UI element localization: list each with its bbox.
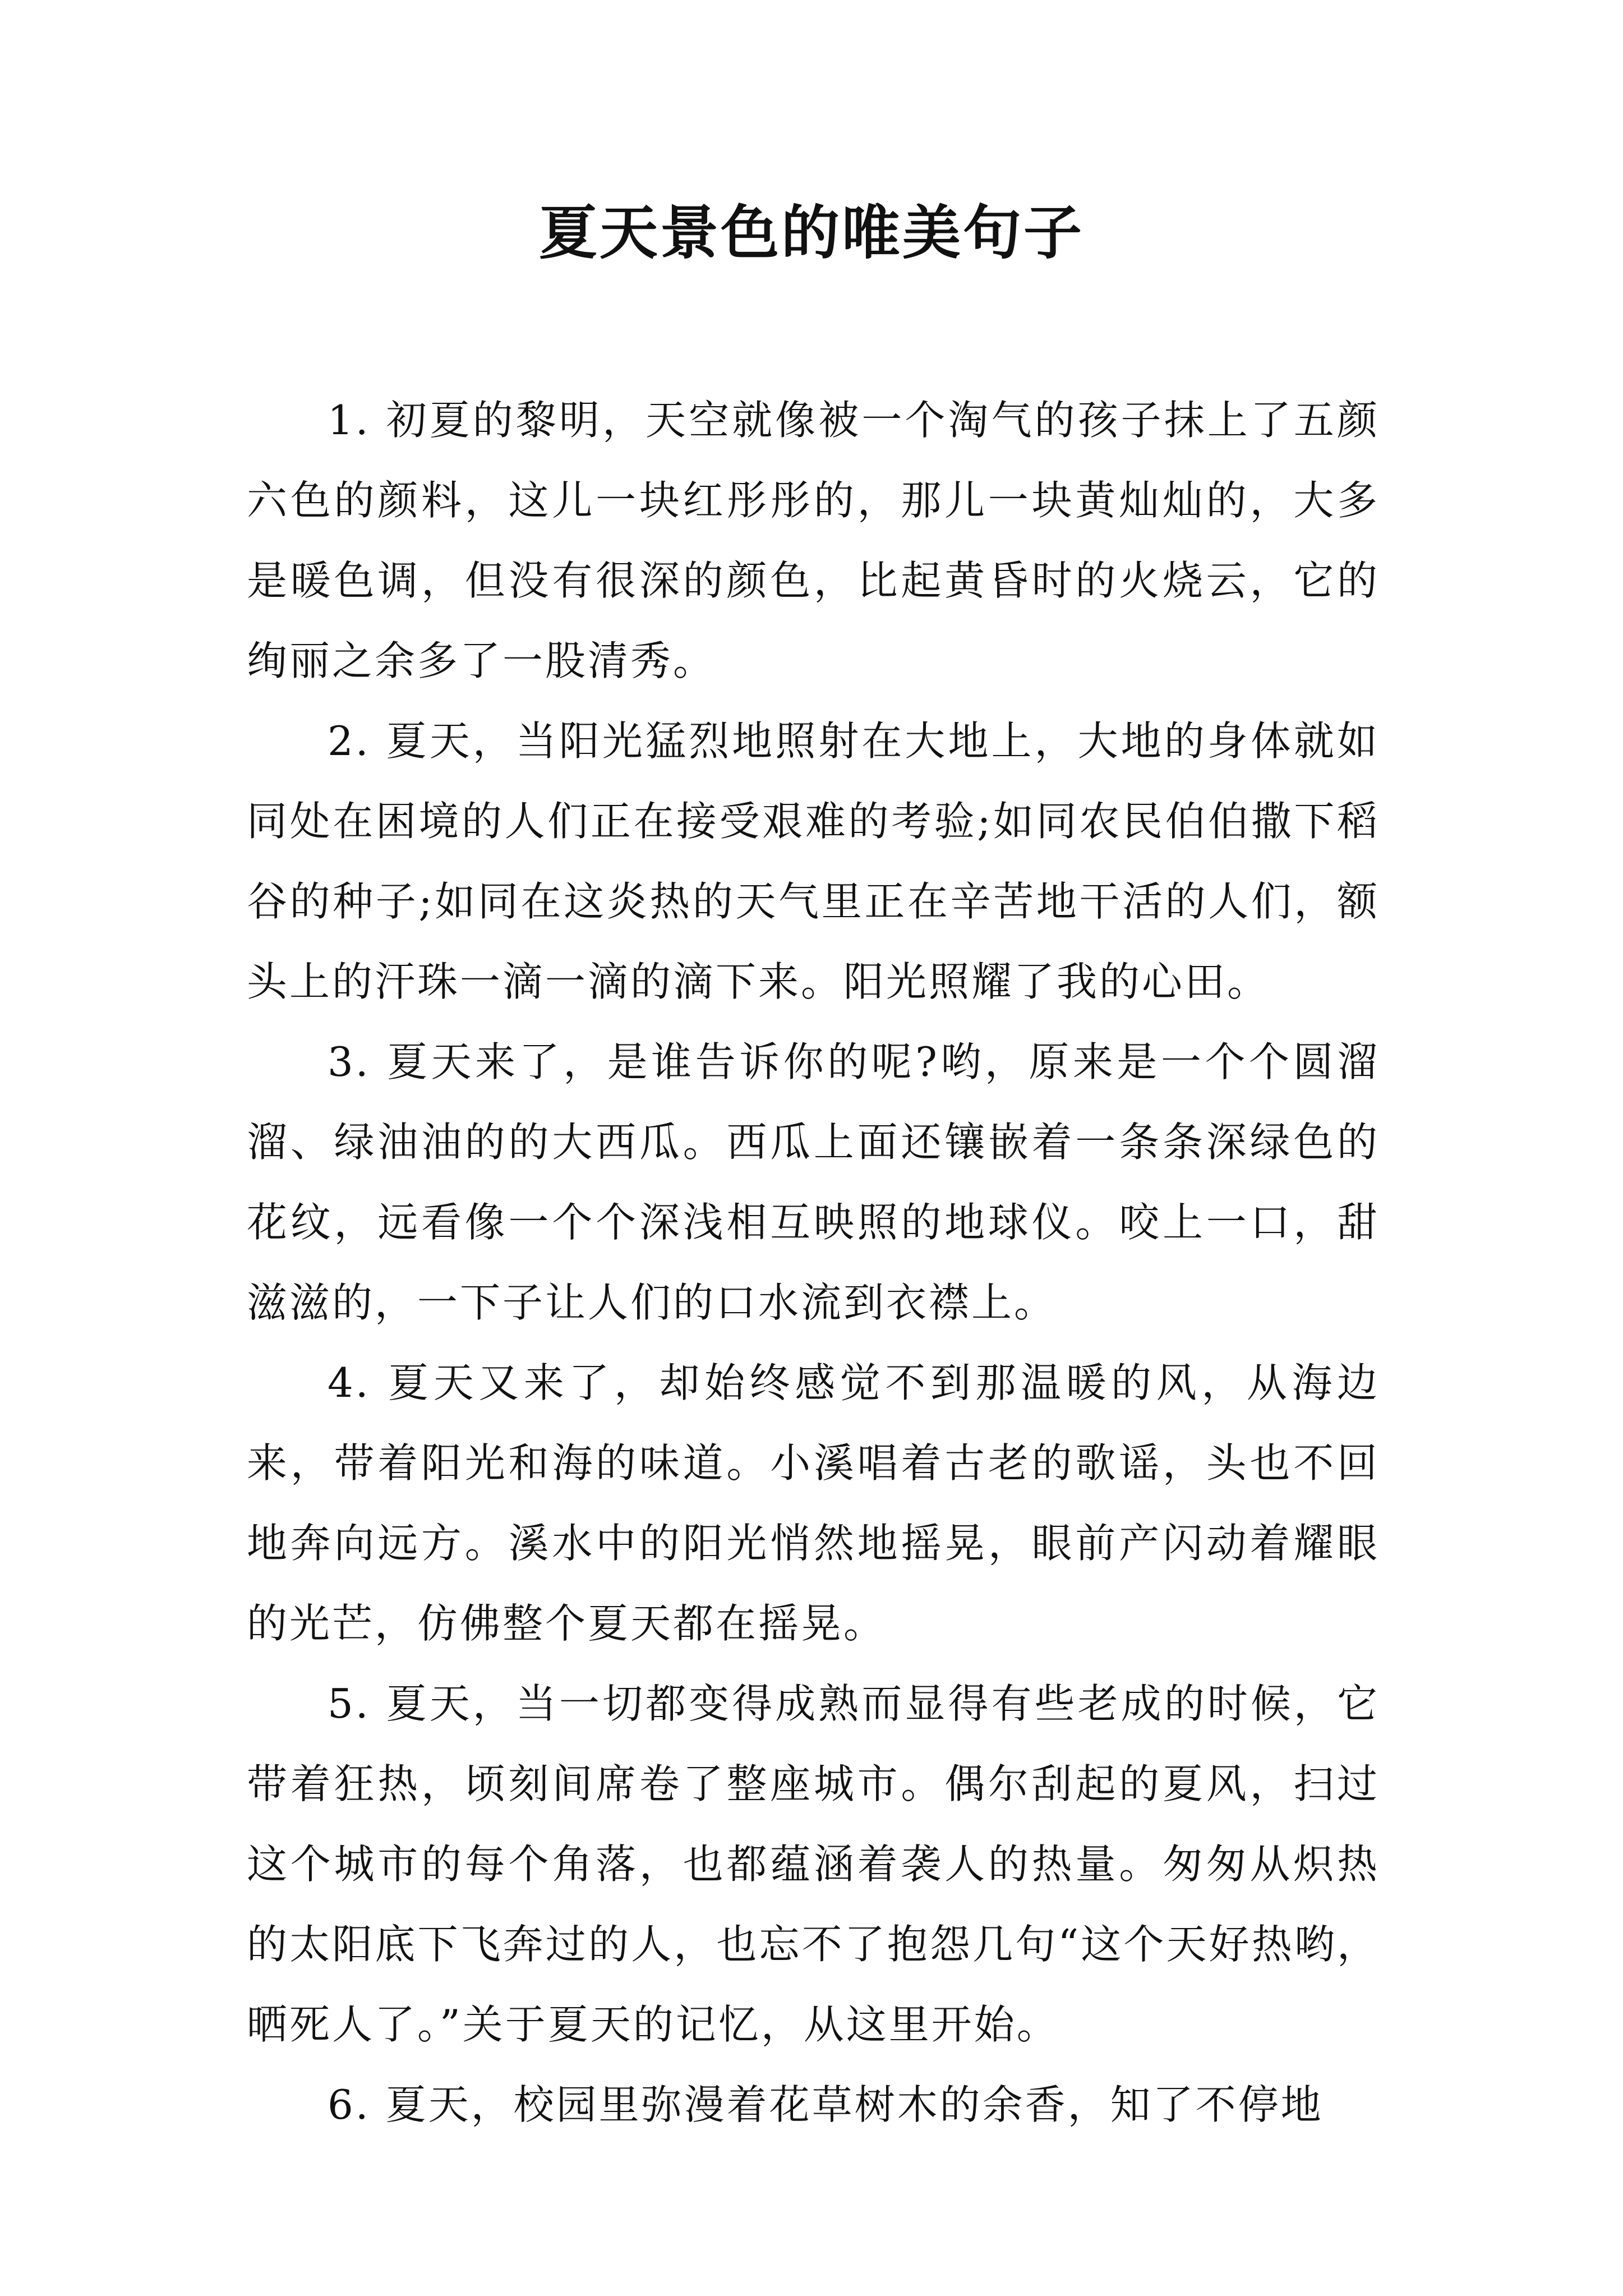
document-body	[247, 380, 1380, 2145]
paragraph-4: 4. 夏天又来了，却始终感觉不到那温暖的风，从海边来，带着阳光和海的味道。小溪唱着古老的歌谣，头也不回地奔向远方。溪水中的阳光悄然地摇晃，眼前产闪动着耀眼的光芒，仿佛整个夏天都在摇晃。	[247, 1359, 1380, 1647]
paragraph-3: 3. 夏天来了，是谁告诉你的呢?哟，原来是一个个圆溜溜、绿油油的的大西瓜。西瓜上面还镶嵌着一条条深绿色的花纹，远看像一个个深浅相互映照的地球仪。咬上一口，甜滋滋的，一下子让人们的口水流到衣襟上。	[247, 1038, 1380, 1326]
paragraph-6: 6. 夏天，校园里弥漫着花草树木的余香，知了不停地	[328, 2081, 1324, 2128]
document-title: 夏天景色的唯美句子	[538, 199, 1084, 267]
paragraph-1: 1. 初夏的黎明，天空就像被一个淘气的孩子抹上了五颜六色的颜料，这儿一块红彤彤的，那儿一块黄灿灿的，大多是暖色调，但没有很深的颜色，比起黄昏时的火烧云，它的绚丽之余多了一股清秀。	[247, 397, 1380, 684]
paragraph-5: 5. 夏天，当一切都变得成熟而显得有些老成的时候，它带着狂热，顷刻间席卷了整座城市。偶尔刮起的夏风，扫过这个城市的每个角落，也都蕴涵着袭人的热量。匆匆从炽热的太阳底下飞奔过的人，也忘不了抱怨几句“这个天好热哟，晒死人了。”关于夏天的记忆，从这里开始。	[247, 1680, 1380, 2048]
paragraph-2: 2. 夏天，当阳光猛烈地照射在大地上，大地的身体就如同处在困境的人们正在接受艰难的考验;如同农民伯伯撒下稻谷的种子;如同在这炎热的天气里正在辛苦地干活的人们，额头上的汗珠一滴一滴的滴下来。阳光照耀了我的心田。	[247, 717, 1380, 1005]
